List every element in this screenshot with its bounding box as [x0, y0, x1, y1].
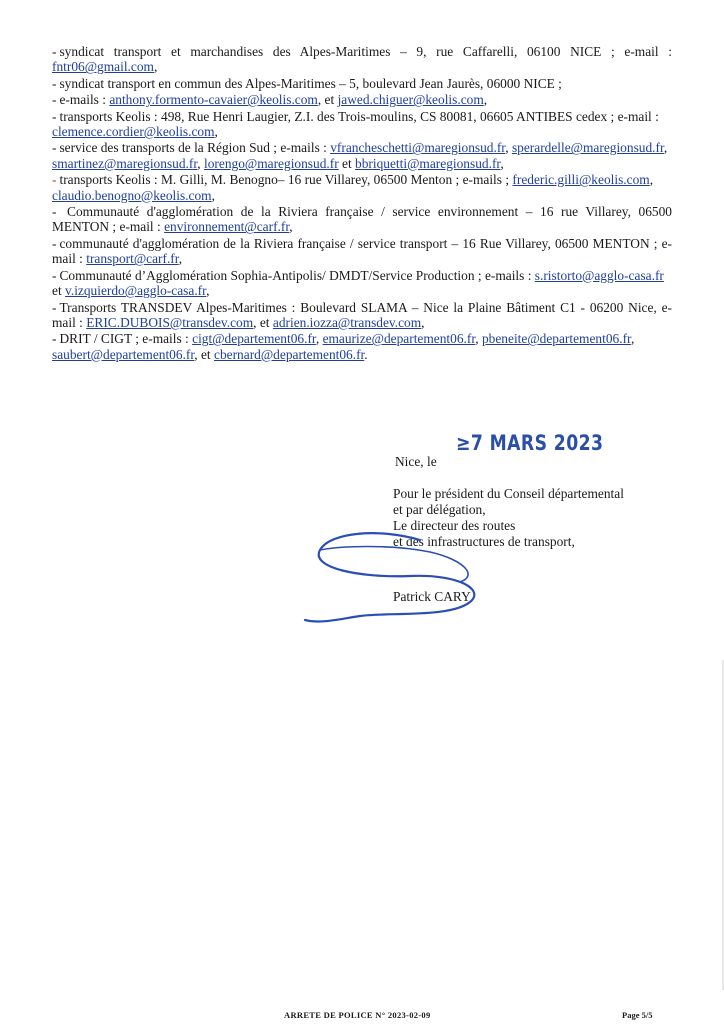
- recipient-text: transports Keolis : M. Gilli, M. Benogno– 16 rue Villarey, 06500 Menton ; e-mails ;: [59, 172, 513, 188]
- punctuation: ,: [178, 251, 183, 267]
- recipient-item: - communauté d'agglomération de la Riviera française / service transport – 16 Rue Villarey, 06500 MENTON ; e-mail : transport@carf.fr,: [52, 235, 672, 267]
- handwritten-signature: [300, 520, 500, 630]
- recipient-text: DRIT / CIGT ; e-mails :: [59, 331, 193, 347]
- recipient-item: - service des transports de la Région Sud ; e-mails : vfrancheschetti@maregionsud.fr, sperardelle@maregionsud.fr, smartinez@maregionsud.fr, lorengo@maregionsud.fr et bbriquetti@maregionsud.fr,: [52, 140, 668, 171]
- email-link[interactable]: v.izquierdo@agglo-casa.fr: [65, 283, 207, 299]
- email-link[interactable]: anthony.formento-cavaier@keolis.com: [109, 92, 318, 108]
- email-link[interactable]: cbernard@departement06.fr: [214, 346, 365, 362]
- recipient-item: - transports Keolis : M. Gilli, M. Benogno– 16 rue Villarey, 06500 Menton ; e-mails ; frederic.gilli@keolis.com, claudio.benogno@keolis.com,: [52, 172, 654, 203]
- recipient-list: [52, 44, 672, 363]
- punctuation: ,: [153, 59, 158, 75]
- email-link[interactable]: saubert@departement06.fr: [52, 346, 195, 362]
- punctuation: ,: [206, 283, 210, 299]
- punctuation: , et: [317, 92, 338, 108]
- signature-line: Le directeur des routes: [393, 518, 516, 533]
- email-link[interactable]: vfrancheschetti@maregionsud.fr: [330, 140, 506, 156]
- email-link[interactable]: pbeneite@departement06.fr: [481, 331, 631, 347]
- recipient-text: communauté d'agglomération de la Riviera française / service transport – 16 Rue Villarey, 06500 MENTON ; e-mail :: [52, 235, 672, 267]
- footer-title: ARRETE DE POLICE N° 2023-02-09: [284, 1010, 431, 1020]
- recipient-text: Transports TRANSDEV Alpes-Maritimes : Boulevard SLAMA – Nice la Plaine Bâtiment C1 - 06200 Nice, e-mail :: [52, 299, 672, 330]
- recipient-item: - Communauté d'agglomération de la Riviera française / service environnement – 16 rue Villarey, 06500 MENTON ; e-mail : environnement@carf.fr,: [52, 204, 672, 235]
- punctuation: .: [364, 346, 368, 362]
- recipient-item: - Communauté d’Agglomération Sophia-Antipolis/ DMDT/Service Production ; e-mails : s.ristorto@agglo-casa.fr et v.izquierdo@agglo-casa.fr,: [52, 267, 664, 299]
- signature-line: et par délégation,: [393, 502, 486, 517]
- punctuation: et: [52, 283, 66, 299]
- punctuation: ,: [214, 124, 218, 140]
- punctuation: ,: [197, 155, 204, 171]
- punctuation: ,: [500, 155, 504, 171]
- punctuation: ,: [649, 172, 654, 188]
- place-date-label: Nice, le: [395, 454, 437, 469]
- punctuation: ,: [663, 140, 668, 156]
- date-stamp: ≥7 MARS 2023: [456, 431, 604, 455]
- punctuation: ,: [505, 140, 512, 156]
- punctuation: ,: [289, 219, 293, 235]
- signature-line: et des infrastructures de transport,: [393, 534, 575, 549]
- email-link[interactable]: smartinez@maregionsud.fr: [52, 155, 198, 171]
- email-link[interactable]: claudio.benogno@keolis.com: [52, 187, 212, 203]
- recipient-item: - syndicat transport en commun des Alpes-Maritimes – 5, boulevard Jean Jaurès, 06000 NICE ;: [52, 75, 562, 91]
- email-link[interactable]: emaurize@departement06.fr: [322, 331, 476, 347]
- email-link[interactable]: ERIC.DUBOIS@transdev.com: [86, 314, 254, 330]
- punctuation: et: [338, 155, 356, 171]
- recipient-text: e-mails :: [59, 92, 110, 108]
- email-link[interactable]: bbriquetti@maregionsud.fr: [355, 155, 501, 171]
- email-link[interactable]: adrien.iozza@transdev.com: [272, 314, 422, 330]
- email-link[interactable]: sperardelle@maregionsud.fr: [511, 140, 664, 156]
- recipient-item: - Transports TRANSDEV Alpes-Maritimes : Boulevard SLAMA – Nice la Plaine Bâtiment C1 - 06200 Nice, e-mail : ERIC.DUBOIS@transdev.com, et adrien.iozza@transdev.com,: [52, 299, 672, 330]
- email-link[interactable]: environnement@carf.fr: [164, 219, 290, 235]
- recipient-item: - syndicat transport et marchandises des Alpes-Maritimes – 9, rue Caffarelli, 06100 NICE ; e-mail : fntr06@gmail.com,: [52, 44, 672, 75]
- recipient-text: Communauté d'agglomération de la Riviera française / service environnement – 16 rue Villarey, 06500 MENTON ; e-mail :: [52, 204, 672, 235]
- recipient-item: - e-mails : anthony.formento-cavaier@keolis.com, et jawed.chiguer@keolis.com,: [52, 92, 488, 108]
- recipient-text: transports Keolis : 498, Rue Henri Laugier, Z.I. des Trois-moulins, CS 80081, 06605 ANTIBES cedex ; e-mail :: [59, 108, 659, 124]
- recipient-text: syndicat transport en commun des Alpes-Maritimes – 5, boulevard Jean Jaurès, 06000 NICE ;: [59, 75, 562, 91]
- email-link[interactable]: s.ristorto@agglo-casa.fr: [534, 267, 664, 283]
- punctuation: ,: [421, 314, 425, 330]
- recipient-item: - DRIT / CIGT ; e-mails : cigt@departement06.fr, emaurize@departement06.fr, pbeneite@departement06.fr, saubert@departement06.fr, et cbernard@departement06.fr.: [52, 331, 635, 362]
- email-link[interactable]: cigt@departement06.fr: [192, 331, 316, 347]
- recipient-text: Communauté d’Agglomération Sophia-Antipolis/ DMDT/Service Production ; e-mails :: [59, 267, 535, 283]
- email-link[interactable]: transport@carf.fr: [86, 251, 179, 267]
- punctuation: ,: [475, 331, 482, 347]
- signature-line: Pour le président du Conseil départemental: [393, 486, 624, 501]
- footer-page-number: Page 5/5: [622, 1010, 653, 1020]
- email-link[interactable]: fntr06@gmail.com: [52, 59, 154, 75]
- email-link[interactable]: jawed.chiguer@keolis.com: [337, 92, 484, 108]
- punctuation: ,: [211, 187, 215, 203]
- punctuation: , et: [253, 314, 273, 330]
- punctuation: , et: [194, 346, 215, 362]
- email-link[interactable]: clemence.cordier@keolis.com: [52, 124, 215, 140]
- signer-name: Patrick CARY: [393, 589, 471, 604]
- punctuation: ,: [315, 331, 323, 347]
- recipient-item: - transports Keolis : 498, Rue Henri Laugier, Z.I. des Trois-moulins, CS 80081, 06605 ANTIBES cedex ; e-mail : clemence.cordier@keolis.com,: [52, 108, 659, 140]
- email-link[interactable]: lorengo@maregionsud.fr: [204, 155, 339, 171]
- punctuation: ,: [630, 331, 635, 347]
- email-link[interactable]: frederic.gilli@keolis.com: [512, 172, 650, 188]
- recipient-text: syndicat transport et marchandises des Alpes-Maritimes – 9, rue Caffarelli, 06100 NICE ; e-mail :: [59, 44, 672, 59]
- punctuation: ,: [483, 92, 488, 108]
- recipient-text: service des transports de la Région Sud ; e-mails :: [59, 140, 331, 156]
